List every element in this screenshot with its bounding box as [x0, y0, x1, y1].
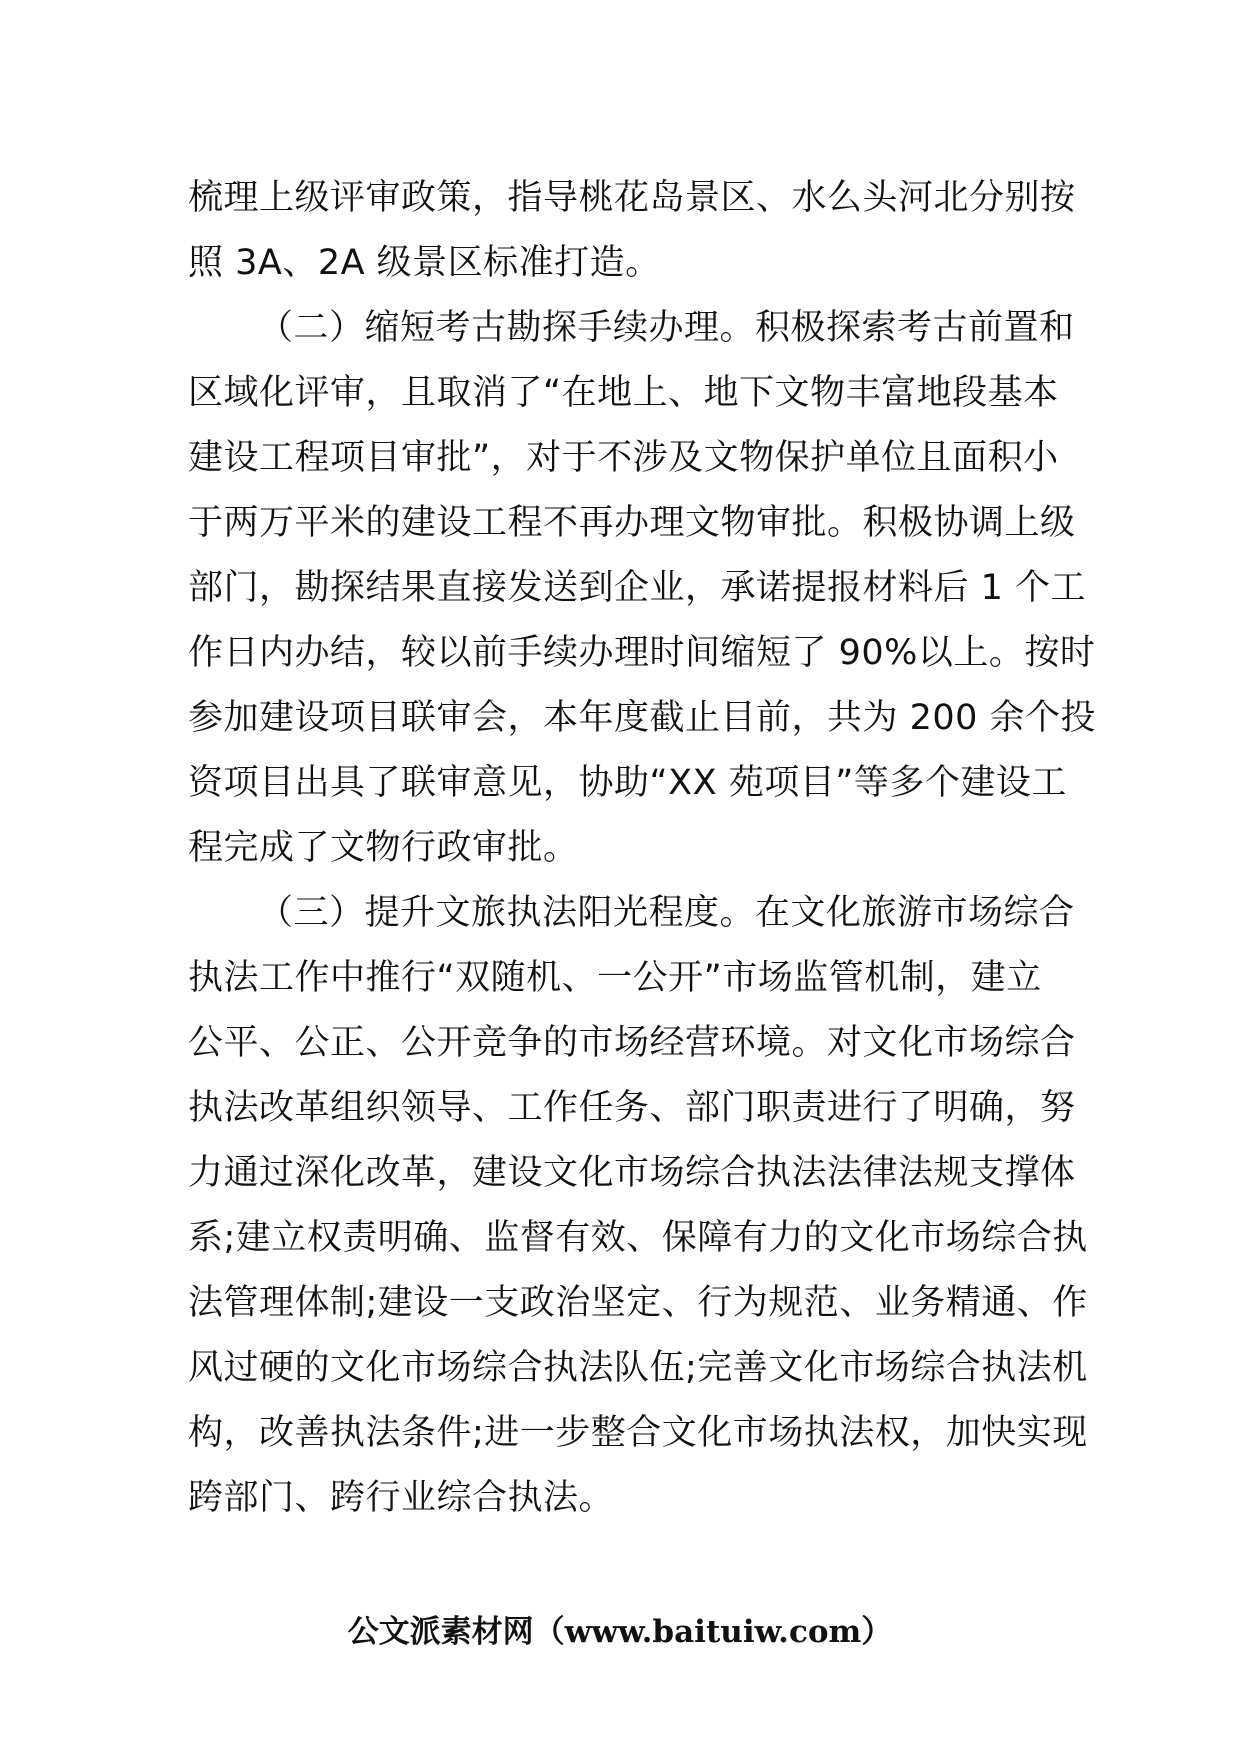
text-line: 公平、公正、公开竞争的市场经营环境。对文化市场综合	[188, 1023, 1076, 1063]
text-line: 于两万平米的建设工程不再办理文物审批。积极协调上级	[188, 503, 1076, 543]
footer-source-line: 公文派素材网（www.baituiw.com）	[347, 1614, 893, 1650]
text-line: 力通过深化改革，建设文化市场综合执法法律法规支撑体	[188, 1153, 1076, 1193]
text-line: 程完成了文物行政审批。	[188, 828, 579, 868]
text-line: 执法改革组织领导、工作任务、部门职责进行了明确，努	[188, 1088, 1076, 1128]
text-line: 作日内办结，较以前手续办理时间缩短了 90%以上。按时	[188, 633, 1096, 673]
text-line: 建设工程项目审批”，对于不涉及文物保护单位且面积小	[188, 438, 1059, 478]
text-line: 梳理上级评审政策，指导桃花岛景区、水么头河北分别按	[188, 178, 1076, 218]
body-text	[188, 166, 1097, 1531]
text-line: 部门，勘探结果直接发送到企业，承诺提报材料后 1 个工	[188, 568, 1087, 608]
section-heading-line: （二）缩短考古勘探手续办理。积极探索考古前置和	[258, 308, 1075, 348]
text-line: 跨部门、跨行业综合执法。	[188, 1478, 615, 1518]
text-line: 资项目出具了联审意见，协助“XX 苑项目”等多个建设工	[188, 763, 1067, 803]
text-line: 照 3A、2A 级景区标准打造。	[188, 243, 661, 283]
text-line: 系;建立权责明确、监督有效、保障有力的文化市场综合执	[188, 1218, 1088, 1258]
section-heading-line: （三）提升文旅执法阳光程度。在文化旅游市场综合	[258, 893, 1075, 933]
text-line: 构，改善执法条件;进一步整合文化市场执法权，加快实现	[188, 1413, 1088, 1453]
text-line: 区域化评审，且取消了“在地上、地下文物丰富地段基本	[188, 373, 1059, 413]
text-line: 执法工作中推行“双随机、一公开”市场监管机制，建立	[188, 958, 1042, 998]
text-line: 法管理体制;建设一支政治坚定、行为规范、业务精通、作	[188, 1283, 1088, 1323]
text-line: 参加建设项目联审会，本年度截止目前，共为 200 余个投	[188, 698, 1097, 738]
text-line: 风过硬的文化市场综合执法队伍;完善文化市场综合执法机	[188, 1348, 1088, 1388]
